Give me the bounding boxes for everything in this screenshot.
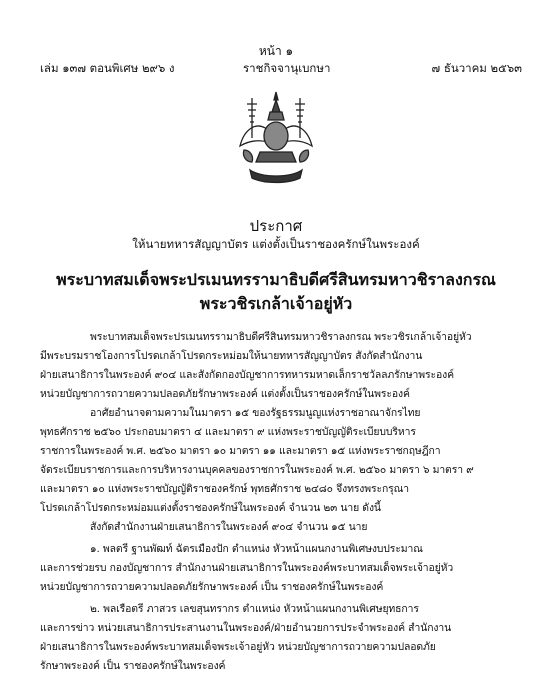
- volume-info: เล่ม ๑๓๗ ตอนพิเศษ ๒๙๖ ง: [40, 61, 175, 75]
- royal-garuda-emblem-icon: [234, 90, 318, 186]
- publication-date: ๗ ธันวาคม ๒๕๖๓: [431, 61, 522, 75]
- body-line: หน่วยบัญชาการถวายความปลอดภัยรักษาพระองค์ เป็น ราชองครักษ์ในพระองค์: [40, 581, 384, 593]
- body-line: มีพระบรมราชโองการโปรดเกล้าโปรดกระหม่อมให้นายทหารสัญญาบัตร สังกัดสำนักงาน: [40, 350, 423, 362]
- body-line: พระบาทสมเด็จพระปรเมนทรรามาธิบดีศรีสินทรมหาวชิราลงกรณ พระวชิรเกล้าเจ้าอยู่หัว: [90, 331, 472, 343]
- body-line: ๑. พลตรี ฐานพัฒท์ ฉัตรเมืองปัก ตำแหน่ง หัวหน้าแผนกงานพิเศษงบประมาณ: [90, 543, 423, 555]
- body-line: อาศัยอำนาจตามความในมาตรา ๑๕ ของรัฐธรรมนูญแห่งราชอาณาจักรไทย: [90, 407, 421, 419]
- royal-name-line-2: พระวชิรเกล้าเจ้าอยู่หัว: [199, 294, 353, 313]
- proclamation-subtitle: ให้นายทหารสัญญาบัตร แต่งตั้งเป็นราชองครักษ์ในพระองค์: [132, 237, 420, 251]
- body-line: ฝ่ายเสนาธิการในพระองค์พระบาทสมเด็จพระเจ้าอยู่หัว หน่วยบัญชาการถวายความปลอดภัย: [40, 641, 436, 653]
- body-line: และการช่วยรบ กองบัญชาการ สำนักงานฝ่ายเสนาธิการในพระองค์พระบาทสมเด็จพระเจ้าอยู่หัว: [40, 562, 454, 574]
- body-line: รักษาพระองค์ เป็น ราชองครักษ์ในพระองค์: [40, 660, 226, 672]
- body-line: ๒. พลเรือตรี ภาสวร เลขสุนทรากร ตำแหน่ง หัวหน้าแผนกงานพิเศษยุทธการ: [90, 603, 419, 615]
- body-line: สังกัดสำนักงานฝ่ายเสนาธิการในพระองค์ ๙๐๔ จำนวน ๑๕ นาย: [90, 521, 368, 533]
- proclamation-title: ประกาศ: [249, 217, 303, 235]
- body-line: พุทธศักราช ๒๕๖๐ ประกอบมาตรา ๔ และมาตรา ๙ แห่งพระราชบัญญัติระเบียบบริหาร: [40, 426, 416, 438]
- body-line: และมาตรา ๑๐ แห่งพระราชบัญญัติราชองครักษ์ พุทธศักราช ๒๔๘๐ จึงทรงพระกรุณา: [40, 483, 409, 495]
- page-number: หน้า ๑: [258, 44, 294, 58]
- royal-name-line-1: พระบาทสมเด็จพระปรเมนทรรามาธิบดีศรีสินทรมหาวชิราลงกรณ: [56, 270, 496, 289]
- body-line: ราชการในพระองค์ พ.ศ. ๒๕๖๐ มาตรา ๑๐ มาตรา ๑๑ และมาตรา ๑๕ แห่งพระราชกฤษฎีกา: [40, 445, 441, 457]
- body-line: และการข่าว หน่วยเสนาธิการประสานงานในพระองค์/ฝ่ายอำนวยการประจำพระองค์ สำนักงาน: [40, 622, 452, 634]
- body-line: จัดระเบียบราชการและการบริหารงานบุคคลของราชการในพระองค์ พ.ศ. ๒๕๖๐ มาตรา ๖ มาตรา ๙: [40, 464, 474, 476]
- gazette-name: ราชกิจจานุเบกษา: [243, 61, 331, 75]
- body-line: หน่วยบัญชาการถวายความปลอดภัยรักษาพระองค์ แต่งตั้งเป็นราชองครักษ์ในพระองค์: [40, 388, 410, 400]
- body-line: โปรดเกล้าโปรดกระหม่อมแต่งตั้งราชองครักษ์ในพระองค์ จำนวน ๒๓ นาย ดังนี้: [40, 502, 381, 514]
- body-line: ฝ่ายเสนาธิการในพระองค์ ๙๐๔ และสังกัดกองบัญชาการทหารมหาดเล็กราชวัลลภรักษาพระองค์: [40, 369, 454, 381]
